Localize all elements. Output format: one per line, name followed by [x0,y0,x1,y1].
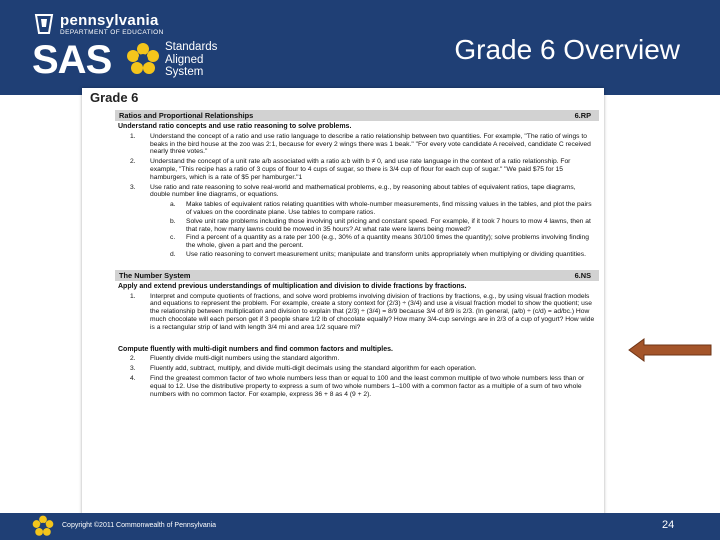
grade-heading: Grade 6 [90,90,139,105]
standard-number: 2. [130,355,136,363]
pennsylvania-keystone-icon [32,12,56,36]
standard-text: Use ratio and rate reasoning to solve real-world and mathematical problems, e.g., by reasoning about tables of equivalent ratios, tape diagrams, double number line diagrams, or equations. [150,183,576,199]
footer-bar [0,513,720,540]
left-arrow-icon [628,338,712,362]
section-gap [118,260,596,270]
standard-item [118,184,596,200]
sub-standard-letter: b. [170,217,176,225]
domain-code: 6.NS [574,270,591,280]
domain-title: Ratios and Proportional Relationships [119,111,254,120]
logo-line: System [165,66,204,78]
standard-text: Understand the concept of a unit rate a/b associated with a ratio a:b with b ≠ 0, and use rate language in the context of a ratio relationship. For example, "This recipe has a ratio of 3 cups of flour to 4 cups of sugar, so there is 3/4 cup of flour for each cup of sugar." "We paid $75 for 15 hamburgers, which is a rate of $5 per hamburger."1 [150,158,571,181]
standard-number: 3. [130,183,136,191]
cluster-heading: Compute fluently with multi-digit numbers and find common factors and multiples. [118,345,393,353]
standard-number: 3. [130,365,136,373]
sub-standard-text: Use ratio reasoning to convert measurement units; manipulate and transform units appropriately when multiplying or dividing quantities. [186,250,586,258]
standard-number: 1. [130,132,136,140]
standard-number: 2. [130,158,136,166]
standard-item [118,365,596,373]
domain-band [115,110,599,121]
standard-item [118,355,596,363]
standard-text: Understand the concept of a ratio and use ratio language to describe a ratio relationship between two quantities. For example, "The ratio of wings to beaks in the bird house at the zoo was 2:1, because for every 2 wings there was 1 beak." "For every vote candidate A received, candidate C received nearly three votes." [150,132,591,156]
slide-title: Grade 6 Overview [454,34,680,65]
sas-flower-icon [126,42,160,76]
domain-code: 6.RP [574,111,591,120]
document-content [90,90,596,400]
standard-text: Fluently add, subtract, multiply, and divide multi-digit decimals using the standard algorithm for each operation. [150,365,477,373]
sub-standard-text: Solve unit rate problems including those involving unit pricing and constant speed. For example, if it took 7 hours to mow 4 lawns, then at that rate, how many lawns could be mowed in 35 hours? At what rate were lawns being mowed? [186,217,591,233]
standard-item [118,293,596,332]
standard-number: 4. [130,374,136,382]
logo-line: Aligned [165,53,204,66]
cluster-gap [118,334,596,344]
standard-item [118,375,596,398]
department-name: DEPARTMENT OF EDUCATION [60,29,164,36]
standards-document [82,88,604,518]
sub-standard-item [118,234,596,250]
domain-title: The Number System [119,270,191,280]
sub-standard-text: Make tables of equivalent ratios relating quantities with whole-number measurements, find missing values in the tables, and plot the pairs of values on the coordinate plane. Use tables to compare ratios. [186,201,592,216]
page-number: 24 [662,519,675,531]
sas-logo-lines [165,41,217,79]
sas-logo-text: SAS [32,38,112,82]
standard-item [118,158,596,181]
cluster-heading: Apply and extend previous understandings of multiplication and division to divide fractions by fractions. [118,282,467,290]
sas-flower-icon [32,515,54,537]
standard-text: Fluently divide multi-digit numbers using the standard algorithm. [150,355,340,363]
sub-standard-item [118,218,596,234]
standard-text: Interpret and compute quotients of fractions, and solve word problems involving division of fractions by fractions, e.g., by using visual fraction models and equations to represent the problem. For example, create a story context for (2/3) ÷ (3/4) and use a visual fraction model to show the quotient; use the relationship between multiplication and division to explain that (2/3) ÷ (3/4) = 8/9 because 3/4 of 8/9 is 2/3. (In general, (a/b) ÷ (c/d) = ad/bc.) How much chocolate will each person get if 3 people share 1/2 lb of chocolate equally? How many 3/4-cup servings are in 2/3 of a cup of yogurt? How wide is a rectangular strip of land with length 3/4 mi and area 1/2 square mi? [150,292,595,331]
sub-standard-letter: d. [170,250,176,258]
standard-number: 1. [130,292,136,300]
logo-line: Standards [165,41,218,53]
standard-item [118,133,596,156]
sub-standard-text: Find a percent of a quantity as a rate per 100 (e.g., 30% of a quantity means 30/100 times the quantity); solve problems involving finding the whole, given a part and the percent. [186,234,589,250]
sub-standard-item [118,201,596,217]
state-name: pennsylvania [60,12,159,29]
standard-text: Find the greatest common factor of two whole numbers less than or equal to 100 and the least common multiple of two whole numbers less than or equal to 12. Use the distributive property to express a sum of two whole numbers 1–100 with a common factor as a multiple of a sum of two whole numbers with no common factor. For example, express 36 + 8 as 4 (9 + 2). [150,374,585,398]
sub-standard-letter: a. [170,201,176,209]
domain-band [115,270,599,281]
copyright-text: Copyright ©2011 Commonwealth of Pennsylvania [62,522,217,529]
header-bar [0,0,720,95]
cluster-heading: Understand ratio concepts and use ratio reasoning to solve problems. [118,123,352,130]
sub-standard-letter: c. [170,234,176,242]
sub-standard-item [118,251,596,259]
